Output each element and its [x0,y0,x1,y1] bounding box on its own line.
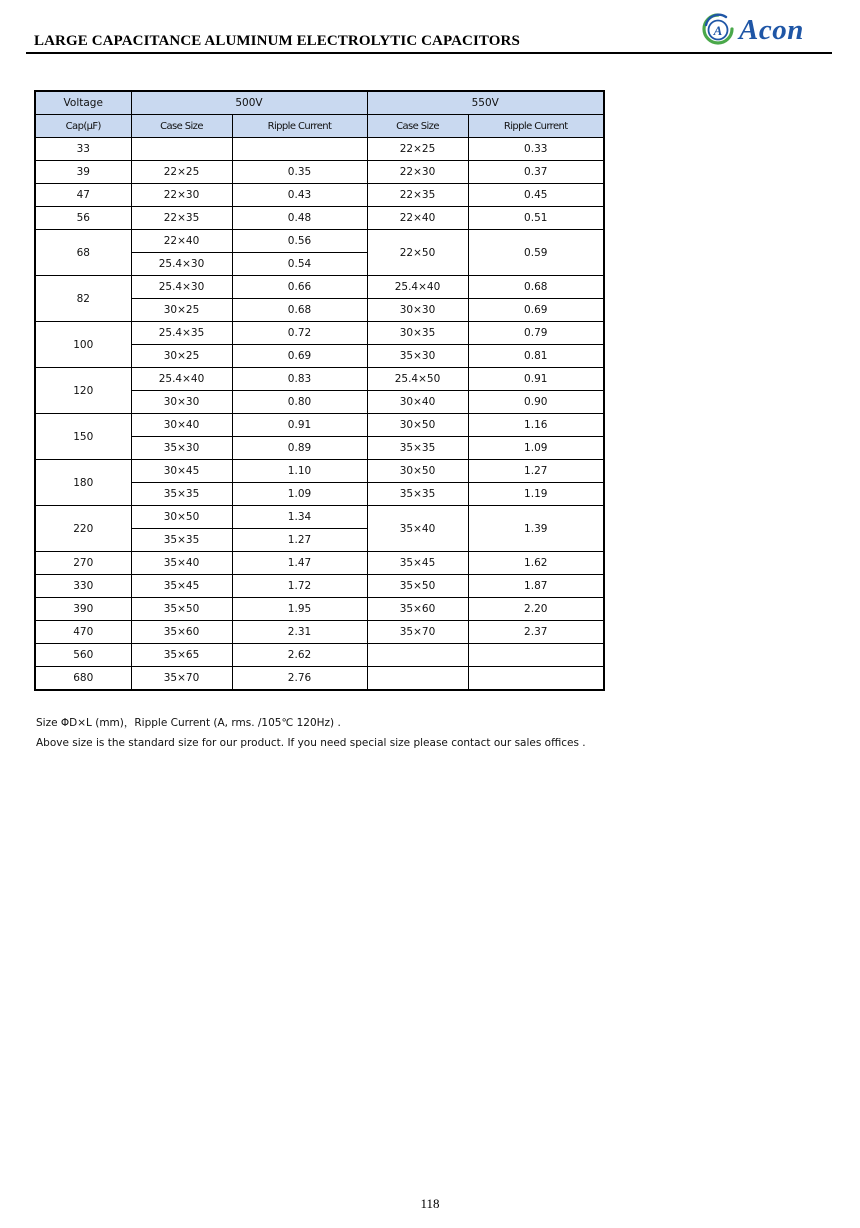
case-size-cell-550v: 22×40 [367,207,468,230]
table-row [35,575,604,598]
cap-value-cell: 33 [35,138,131,161]
voltage-500v-header: 500V [131,91,367,115]
cap-value-cell: 39 [35,161,131,184]
ripple-current-cell-500v [232,138,367,161]
ripple-current-cell-550v: 2.37 [468,621,604,644]
case-size-cell-500v: 22×40 [131,230,232,253]
table-row [35,414,604,437]
case-size-cell-500v: 25.4×30 [131,276,232,299]
table-row [35,598,604,621]
case-size-cell-500v: 35×70 [131,667,232,691]
case-size-cell-500v: 35×65 [131,644,232,667]
ripple-current-cell-500v: 1.72 [232,575,367,598]
cap-value-cell: 390 [35,598,131,621]
case-size-cell-550v: 22×30 [367,161,468,184]
case-size-cell-500v: 35×30 [131,437,232,460]
ripple-current-cell-500v: 1.34 [232,506,367,529]
case-size-cell-500v: 25.4×40 [131,368,232,391]
case-size-cell-500v: 30×25 [131,299,232,322]
cap-value-cell: 180 [35,460,131,506]
ripple-current-cell-500v: 0.89 [232,437,367,460]
case-size-cell-550v: 22×35 [367,184,468,207]
ripple-current-cell-550v: 0.45 [468,184,604,207]
ripple-current-cell-550v: 0.79 [468,322,604,345]
ripple-current-cell-550v: 2.20 [468,598,604,621]
case-size-cell-550v: 30×50 [367,460,468,483]
case-size-cell-550v: 35×60 [367,598,468,621]
ripple-current-cell-500v: 0.68 [232,299,367,322]
case-size-cell-550v: 35×70 [367,621,468,644]
table-row [35,207,604,230]
case-size-cell-500v: 30×40 [131,414,232,437]
acon-logo-icon [701,12,735,48]
ripple-current-header-550v: Ripple Current [468,115,604,138]
case-size-header-500v: Case Size [131,115,232,138]
page-number: 118 [420,1196,440,1211]
ripple-current-cell-550v: 0.91 [468,368,604,391]
case-size-cell-500v: 35×35 [131,529,232,552]
case-size-cell-550v: 30×30 [367,299,468,322]
ripple-current-cell-500v: 0.48 [232,207,367,230]
ripple-current-cell-550v: 0.90 [468,391,604,414]
case-size-cell-550v [367,644,468,667]
voltage-label: Voltage [35,91,131,115]
page-title: LARGE CAPACITANCE ALUMINUM ELECTROLYTIC CAPACITORS [34,33,520,49]
cap-label: Cap(μF) [35,115,131,138]
table-row [35,552,604,575]
logo-text: Acon [739,13,804,46]
ripple-current-cell-550v: 0.68 [468,276,604,299]
ripple-current-header-500v: Ripple Current [232,115,367,138]
cap-value-cell: 68 [35,230,131,276]
ripple-current-cell-500v: 0.54 [232,253,367,276]
case-size-cell-500v: 25.4×30 [131,253,232,276]
voltage-550v-header: 550V [367,91,604,115]
case-size-cell-550v: 35×30 [367,345,468,368]
table-row [35,230,604,253]
ripple-current-cell-550v: 1.39 [468,506,604,552]
ripple-current-cell-550v: 0.69 [468,299,604,322]
ripple-current-cell-550v: 0.37 [468,161,604,184]
case-size-cell-550v: 22×25 [367,138,468,161]
table-row [35,506,604,529]
case-size-cell-500v: 22×25 [131,161,232,184]
ripple-current-cell-550v: 1.09 [468,437,604,460]
ripple-current-cell-500v: 0.83 [232,368,367,391]
table-row [35,138,604,161]
ripple-current-cell-500v: 0.43 [232,184,367,207]
company-logo [701,10,804,50]
cap-value-cell: 120 [35,368,131,414]
case-size-cell-550v: 30×35 [367,322,468,345]
case-size-cell-550v: 35×35 [367,483,468,506]
ripple-current-cell-500v: 1.47 [232,552,367,575]
ripple-current-cell-550v: 1.87 [468,575,604,598]
ripple-current-cell-550v: 0.59 [468,230,604,276]
ripple-current-cell-500v: 2.31 [232,621,367,644]
case-size-cell-550v: 35×50 [367,575,468,598]
case-size-cell-550v: 35×40 [367,506,468,552]
note-line: Size ΦD×L (mm)，Ripple Current (A, rms. /105℃ 120Hz) . [36,717,341,729]
ripple-current-cell-500v: 0.35 [232,161,367,184]
case-size-cell-500v: 30×30 [131,391,232,414]
table-row [35,621,604,644]
case-size-cell-500v: 25.4×35 [131,322,232,345]
table-row [35,644,604,667]
case-size-cell-500v: 35×60 [131,621,232,644]
cap-value-cell: 680 [35,667,131,691]
case-size-cell-550v: 22×50 [367,230,468,276]
case-size-cell-500v [131,138,232,161]
ripple-current-cell-500v: 0.80 [232,391,367,414]
ripple-current-cell-500v: 1.09 [232,483,367,506]
ripple-current-cell-550v: 0.81 [468,345,604,368]
ripple-current-cell-500v: 2.76 [232,667,367,691]
ripple-current-cell-500v: 1.27 [232,529,367,552]
cap-value-cell: 330 [35,575,131,598]
ripple-current-cell-550v: 1.62 [468,552,604,575]
ripple-current-cell-550v [468,644,604,667]
notes [36,714,586,753]
cap-value-cell: 470 [35,621,131,644]
ripple-current-cell-550v: 0.51 [468,207,604,230]
ripple-current-cell-550v: 1.16 [468,414,604,437]
table-row [35,322,604,345]
ripple-current-cell-500v: 0.91 [232,414,367,437]
cap-value-cell: 270 [35,552,131,575]
case-size-cell-500v: 30×50 [131,506,232,529]
ripple-current-cell-550v [468,667,604,691]
column-header-row [35,115,604,138]
case-size-cell-500v: 22×30 [131,184,232,207]
cap-value-cell: 100 [35,322,131,368]
ripple-current-cell-500v: 1.10 [232,460,367,483]
logo-mark-letter: A [713,23,723,38]
case-size-cell-550v: 35×35 [367,437,468,460]
ripple-current-cell-500v: 1.95 [232,598,367,621]
case-size-cell-500v: 22×35 [131,207,232,230]
cap-value-cell: 220 [35,506,131,552]
case-size-header-550v: Case Size [367,115,468,138]
case-size-cell-500v: 35×40 [131,552,232,575]
note-line: Above size is the standard size for our product. If you need special size please contact our sales offices . [36,736,586,749]
table-row [35,368,604,391]
table-row [35,276,604,299]
case-size-cell-500v: 35×45 [131,575,232,598]
case-size-cell-500v: 30×25 [131,345,232,368]
capacitor-spec-table [34,90,605,691]
ripple-current-cell-500v: 0.72 [232,322,367,345]
table-row [35,460,604,483]
case-size-cell-550v [367,667,468,691]
ripple-current-cell-500v: 2.62 [232,644,367,667]
case-size-cell-500v: 30×45 [131,460,232,483]
cap-value-cell: 82 [35,276,131,322]
voltage-header-row [35,91,604,115]
ripple-current-cell-550v: 0.33 [468,138,604,161]
cap-value-cell: 47 [35,184,131,207]
case-size-cell-550v: 30×50 [367,414,468,437]
table-row [35,667,604,691]
ripple-current-cell-500v: 0.69 [232,345,367,368]
table-row [35,161,604,184]
case-size-cell-550v: 25.4×50 [367,368,468,391]
header-divider [26,52,832,54]
cap-value-cell: 560 [35,644,131,667]
case-size-cell-500v: 35×35 [131,483,232,506]
table-row [35,184,604,207]
ripple-current-cell-500v: 0.66 [232,276,367,299]
case-size-cell-550v: 25.4×40 [367,276,468,299]
ripple-current-cell-550v: 1.19 [468,483,604,506]
table-body [35,138,604,691]
cap-value-cell: 56 [35,207,131,230]
case-size-cell-550v: 35×45 [367,552,468,575]
case-size-cell-550v: 30×40 [367,391,468,414]
case-size-cell-500v: 35×50 [131,598,232,621]
ripple-current-cell-500v: 0.56 [232,230,367,253]
ripple-current-cell-550v: 1.27 [468,460,604,483]
cap-value-cell: 150 [35,414,131,460]
